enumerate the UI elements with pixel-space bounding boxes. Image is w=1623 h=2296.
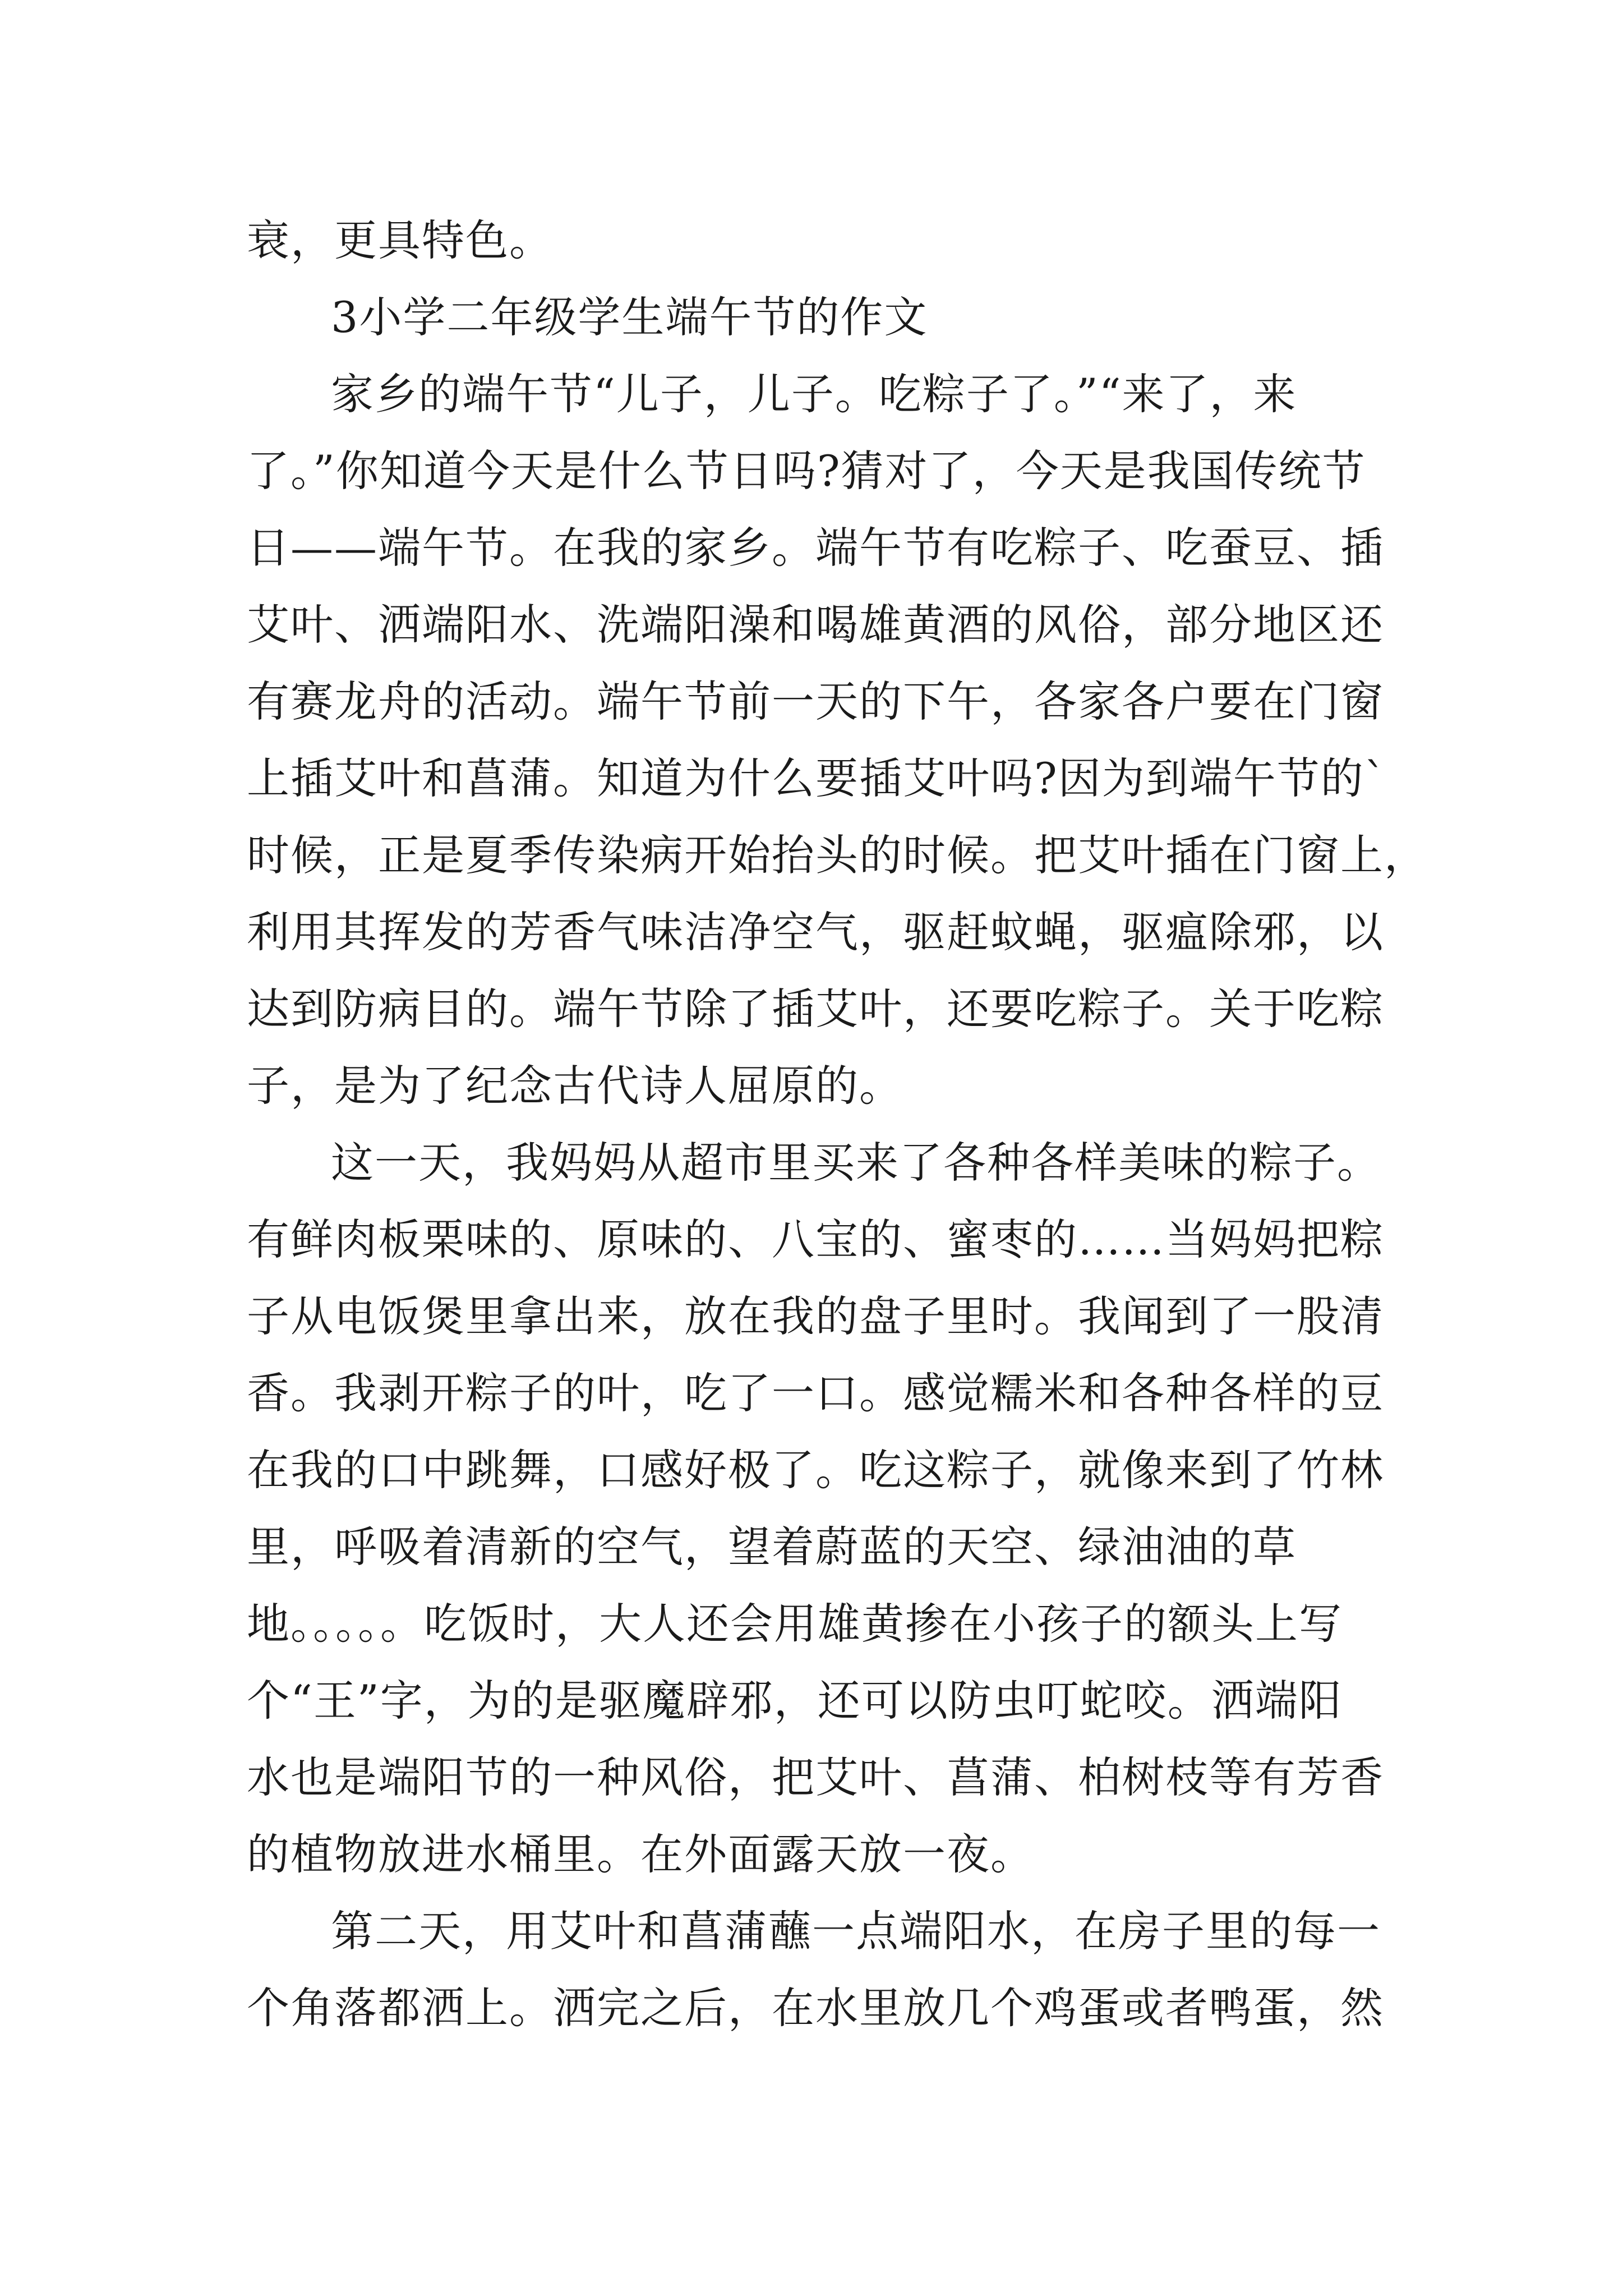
text-line: 利用其挥发的芳香气味洁净空气，驱赶蚊蝇，驱瘟除邪，以 [247, 907, 1384, 957]
text-line: 家乡的端午节“儿子，儿子。吃粽子了。”“来了，来 [331, 369, 1297, 419]
text-line: 的植物放进水桶里。在外面露天放一夜。 [247, 1829, 1034, 1879]
text-line: 子，是为了纪念古代诗人屈原的。 [247, 1061, 903, 1111]
text-line: 水也是端阳节的一种风俗，把艾叶、菖蒲、柏树枝等有芳香 [247, 1752, 1384, 1802]
text-line: 了。”你知道今天是什么节日吗?猜对了，今天是我国传统节 [247, 446, 1366, 496]
text-line: 有赛龙舟的活动。端午节前一天的下午，各家各户要在门窗 [247, 677, 1384, 726]
text-line: 子从电饭煲里拿出来，放在我的盘子里时。我闻到了一股清 [247, 1291, 1384, 1341]
text-line: 第二天，用艾叶和菖蒲蘸一点端阳水，在房子里的每一 [331, 1906, 1381, 1956]
text-line: 这一天，我妈妈从超市里买来了各种各样美味的粽子。 [331, 1138, 1381, 1188]
text-line: 衰，更具特色。 [247, 215, 553, 265]
text-line: 达到防病目的。端午节除了插艾叶，还要吃粽子。关于吃粽 [247, 984, 1384, 1034]
essay-heading: 3小学二年级学生端午节的作文 [331, 292, 928, 342]
document-body [247, 202, 1428, 2046]
text-line: 在我的口中跳舞，口感好极了。吃这粽子，就像来到了竹林 [247, 1445, 1384, 1495]
text-line: 艾叶、洒端阳水、洗端阳澡和喝雄黄酒的风俗，部分地区还 [247, 600, 1384, 650]
text-line: 上插艾叶和菖蒲。知道为什么要插艾叶吗?因为到端午节的` [247, 753, 1387, 803]
text-line: 个角落都洒上。洒完之后，在水里放几个鸡蛋或者鸭蛋，然 [247, 1983, 1384, 2033]
text-line: 香。我剥开粽子的叶，吃了一口。感觉糯米和各种各样的豆 [247, 1368, 1384, 1418]
text-line: 有鲜肉板栗味的、原味的、八宝的、蜜枣的……当妈妈把粽 [247, 1214, 1384, 1264]
text-line: 日——端午节。在我的家乡。端午节有吃粽子、吃蚕豆、插 [247, 523, 1384, 573]
text-line: 里，呼吸着清新的空气，望着蔚蓝的天空、绿油油的草 [247, 1522, 1297, 1572]
text-line: 时候，正是夏季传染病开始抬头的时候。把艾叶插在门窗上， [247, 830, 1428, 880]
text-line: 地。。。。。吃饭时，大人还会用雄黄掺在小孩子的额头上写 [247, 1599, 1343, 1649]
text-line: 个“王”字，为的是驱魔辟邪，还可以防虫叮蛇咬。洒端阳 [247, 1676, 1343, 1726]
